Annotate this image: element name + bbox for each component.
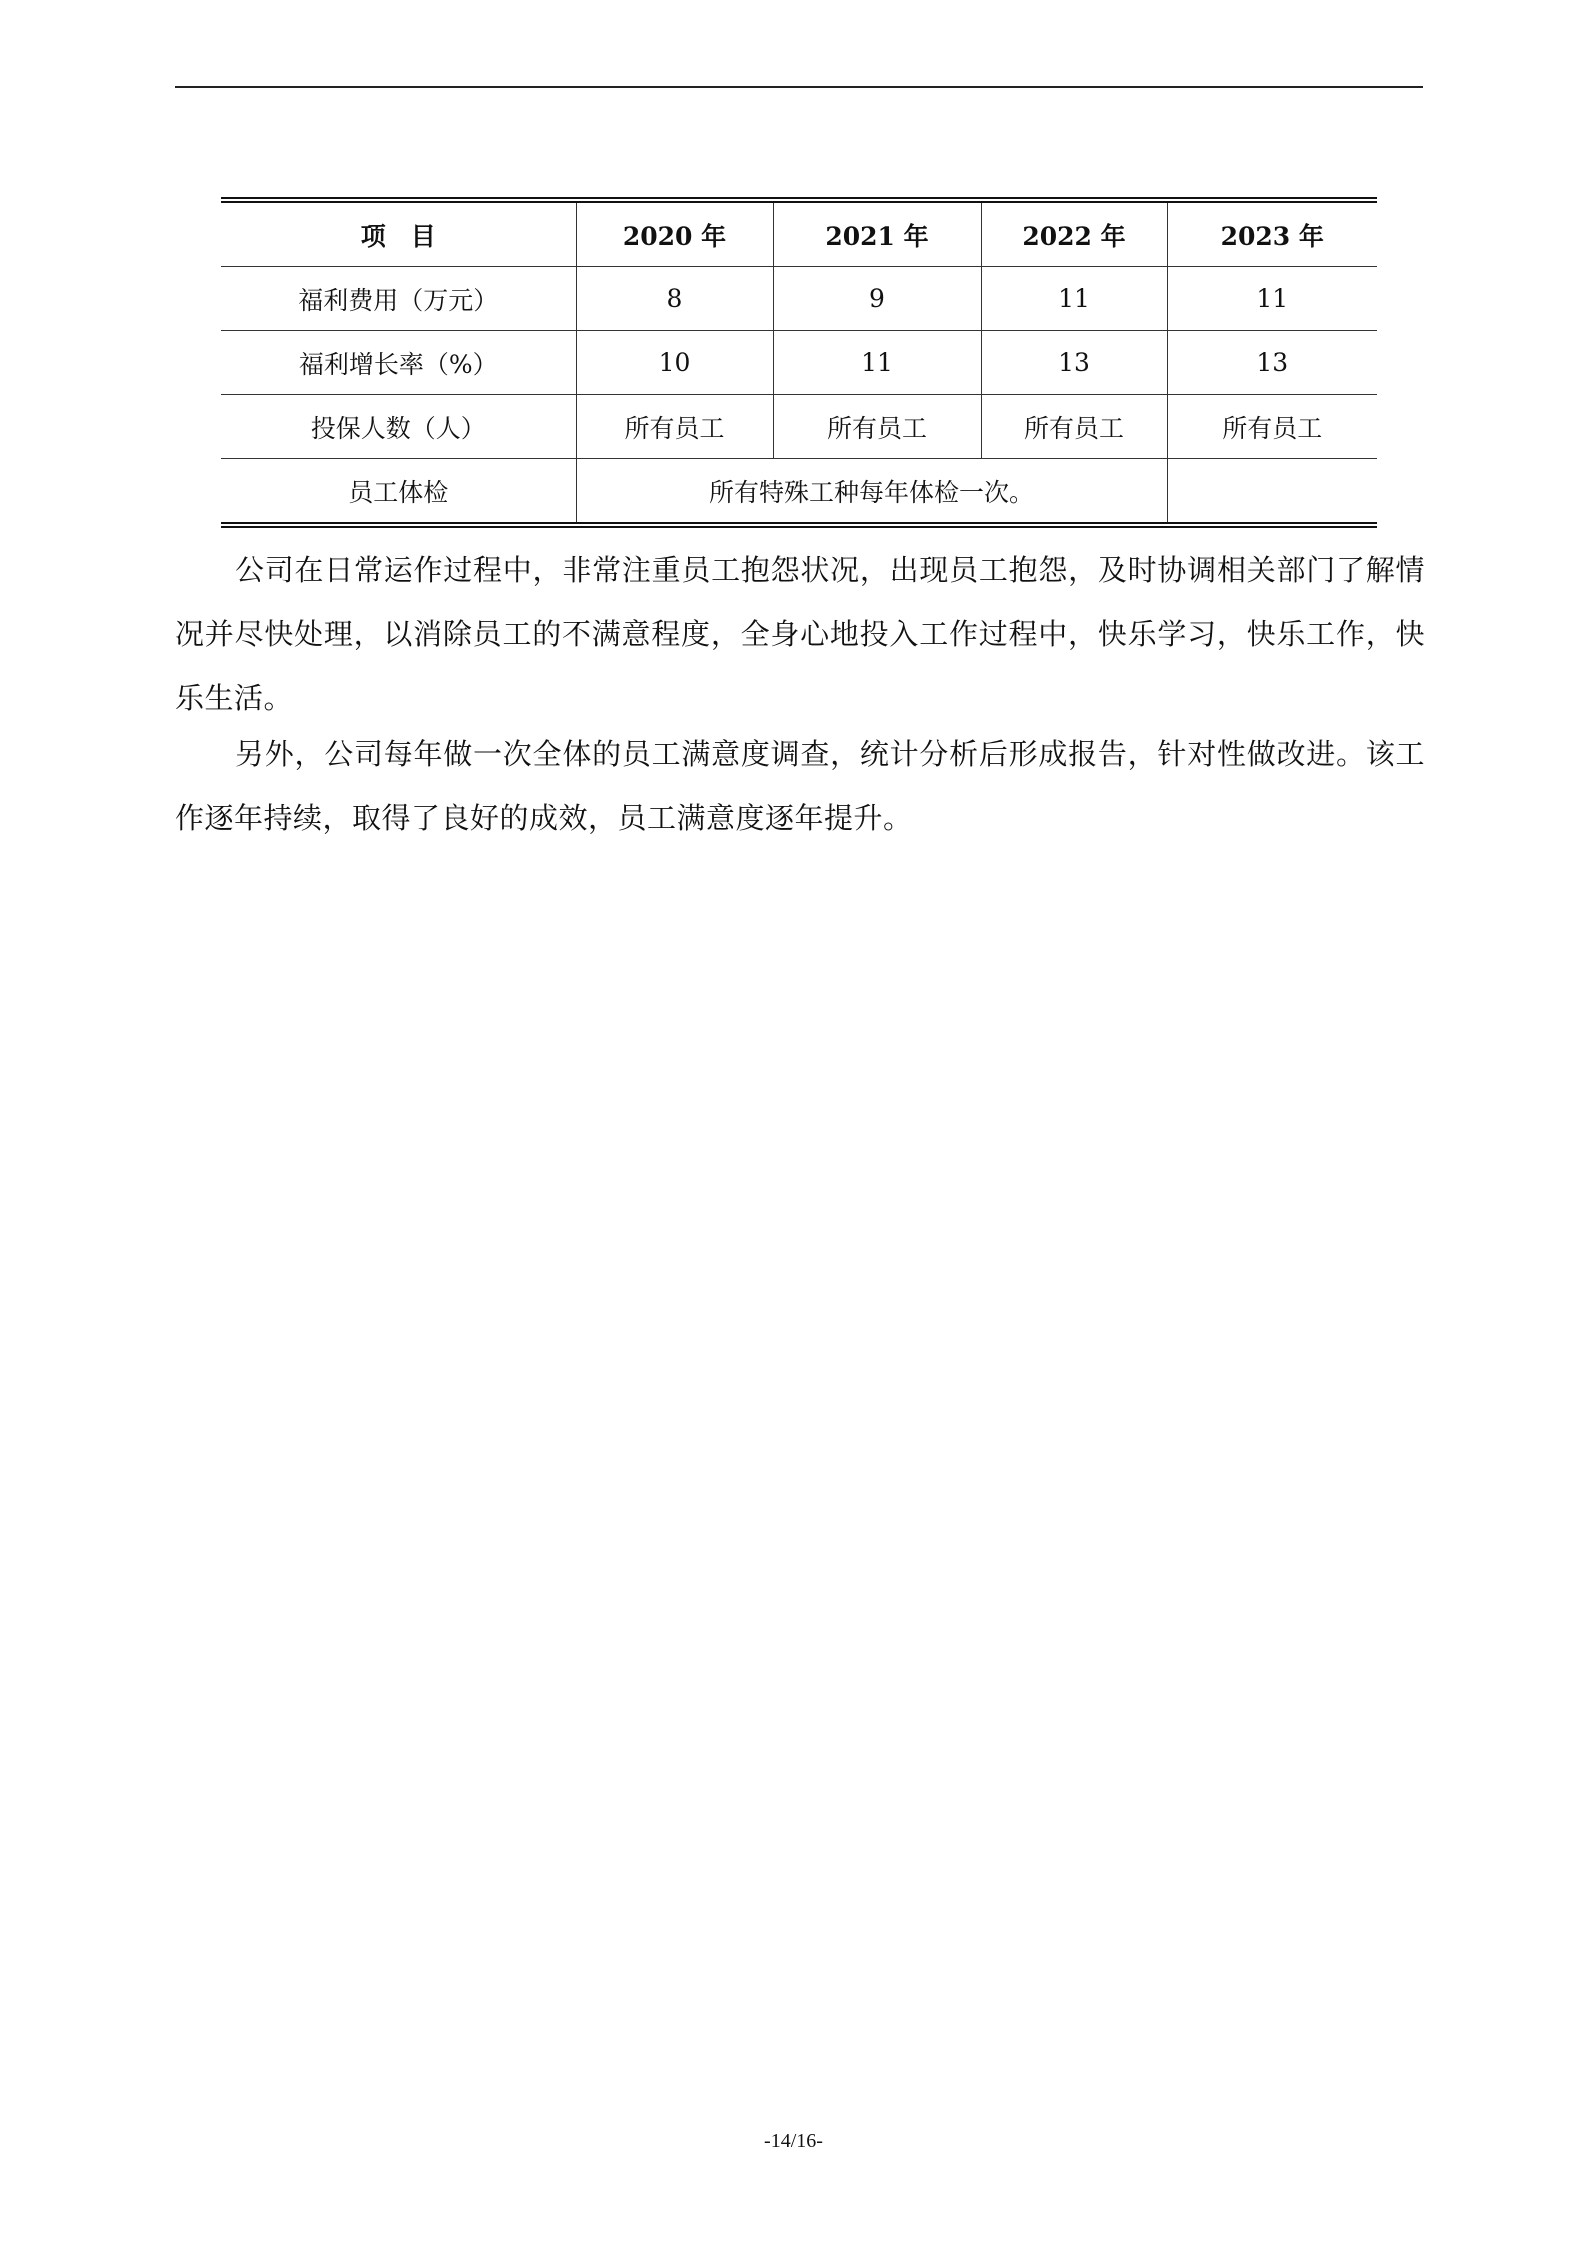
table-cell: 11 bbox=[773, 331, 981, 395]
table-cell: 13 bbox=[1167, 331, 1377, 395]
welfare-table bbox=[221, 197, 1377, 528]
row-label: 投保人数（人） bbox=[221, 395, 576, 459]
header-rule bbox=[175, 86, 1423, 88]
exam-value-cell: 所有特殊工种每年体检一次。 bbox=[576, 459, 1167, 526]
body-paragraph: 另外，公司每年做一次全体的员工满意度调查，统计分析后形成报告，针对性做改进。该工作逐年持续，取得了良好的成效，员工满意度逐年提升。 bbox=[175, 737, 1425, 835]
table-cell: 9 bbox=[773, 267, 981, 331]
header-year-2021: 2021 年 bbox=[773, 200, 981, 267]
table-cell: 11 bbox=[981, 267, 1167, 331]
table-cell: 所有员工 bbox=[1167, 395, 1377, 459]
table-cell: 所有员工 bbox=[981, 395, 1167, 459]
row-label: 员工体检 bbox=[221, 459, 576, 526]
row-label: 福利增长率（%） bbox=[221, 331, 576, 395]
row-label: 福利费用（万元） bbox=[221, 267, 576, 331]
empty-cell bbox=[1167, 459, 1377, 526]
table-row-exam bbox=[221, 459, 1377, 526]
table-cell: 所有员工 bbox=[576, 395, 773, 459]
header-item: 项 目 bbox=[360, 221, 436, 251]
body-paragraph: 公司在日常运作过程中，非常注重员工抱怨状况，出现员工抱怨，及时协调相关部门了解情况并尽快处理，以消除员工的不满意程度，全身心地投入工作过程中，快乐学习，快乐工作，快乐生活。 bbox=[175, 553, 1425, 715]
page-number: -14/16- bbox=[764, 2130, 823, 2152]
table-cell: 10 bbox=[576, 331, 773, 395]
table-cell: 所有员工 bbox=[773, 395, 981, 459]
header-year-2022: 2022 年 bbox=[981, 200, 1167, 267]
table-row bbox=[221, 267, 1377, 331]
table-cell: 13 bbox=[981, 331, 1167, 395]
table-cell: 8 bbox=[576, 267, 773, 331]
table-row bbox=[221, 331, 1377, 395]
table-cell: 11 bbox=[1167, 267, 1377, 331]
table-header-row bbox=[221, 200, 1377, 267]
header-year-2023: 2023 年 bbox=[1167, 200, 1377, 267]
header-year-2020: 2020 年 bbox=[576, 200, 773, 267]
table-row bbox=[221, 395, 1377, 459]
